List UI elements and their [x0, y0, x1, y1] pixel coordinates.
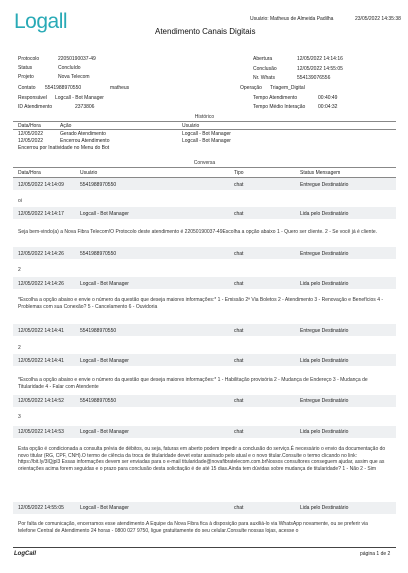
tempo-medio-value: 00:04:32	[318, 104, 338, 110]
operacao-value: Triagem_Digital	[270, 85, 305, 91]
id-atendimento-value: 2373806	[75, 104, 95, 110]
historico-header-acao: Ação	[60, 123, 72, 129]
message-datetime: 12/05/2022 14:14:41	[18, 328, 64, 334]
contato-phone: 5541988970550	[45, 85, 82, 91]
message-text: *Escolha a opção abaixo e envie o número da questão que deseja maiores informações:* 1 - Emissão 2ª Via Boletos 2 - Atendimento 3 - Renovação e Benefícios 4 - Problemas com sua Conexão? 5 - Cancelamento 6 - Ouvidoria	[18, 297, 384, 310]
conversa-title: Conversa	[193, 160, 216, 166]
message-status: Entregue Destinatário	[300, 251, 349, 257]
message-type: chat	[234, 281, 244, 287]
nr-whats-label: Nr. Whats	[253, 75, 275, 81]
message-type: chat	[234, 429, 244, 435]
conversa-header-usuario: Usuário	[80, 170, 98, 176]
historico-row-datetime: 12/05/2022	[18, 138, 44, 144]
message-type: chat	[234, 182, 244, 188]
historico-header-usuario: Usuário	[182, 123, 200, 129]
message-type: chat	[234, 398, 244, 404]
message-text: 2	[18, 345, 21, 351]
conclusao-label: Conclusão	[253, 66, 277, 72]
conversa-header-tipo: Tipo	[234, 170, 244, 176]
message-user: Logcall - Bot Manager	[80, 281, 129, 287]
conversa-header-datetime: Data/Hora	[18, 170, 41, 176]
protocolo-value: 22050190037-49	[58, 56, 96, 62]
footer-divider	[13, 547, 396, 548]
print-datetime: 23/05/2022 14:35:38	[355, 16, 401, 22]
message-datetime: 12/05/2022 14:14:41	[18, 358, 64, 364]
message-datetime: 12/05/2022 14:14:52	[18, 398, 64, 404]
message-status: Entregue Destinatário	[300, 398, 349, 404]
message-text: *Escolha a opção abaixo e envie o número da questão que deseja maiores informações:* 1 - Habilitação provisória 2 - Mudança de Endereço 3 - Mudança de Titularidade 4 - Falar com Atendente	[18, 377, 368, 390]
message-user: 5541988970550	[80, 251, 117, 257]
divider	[13, 129, 396, 130]
message-text: 2	[18, 267, 21, 273]
message-type: chat	[234, 505, 244, 511]
footer-brand: LogCall	[14, 551, 36, 557]
message-status: Entregue Destinatário	[300, 328, 349, 334]
message-status: Lida pelo Destinatário	[300, 429, 349, 435]
message-user: Logcall - Bot Manager	[80, 358, 129, 364]
operacao-label: Operação	[240, 85, 262, 91]
responsavel-label: Responsável	[18, 95, 47, 101]
responsavel-value: Logcall - Bot Manager	[55, 95, 104, 101]
projeto-value: Nova Telecom	[58, 74, 90, 80]
message-status: Lida pelo Destinatário	[300, 281, 349, 287]
user-line: Usuário: Matheus de Almeida Padilha	[250, 16, 334, 22]
message-user: Logcall - Bot Manager	[80, 429, 129, 435]
status-value: Concluído	[58, 65, 81, 71]
message-datetime: 12/05/2022 14:14:26	[18, 281, 64, 287]
tempo-medio-label: Tempo Médio Interação	[253, 104, 306, 110]
message-user: Logcall - Bot Manager	[80, 505, 129, 511]
contato-name: matheus	[110, 85, 130, 91]
historico-row-datetime: 12/05/2022	[18, 131, 44, 137]
historico-header-datetime: Data/Hora	[18, 123, 41, 129]
message-text: oi	[18, 198, 22, 204]
message-type: chat	[234, 211, 244, 217]
message-text: 3	[18, 414, 21, 420]
status-label: Status	[18, 65, 33, 71]
message-datetime: 12/05/2022 14:14:26	[18, 251, 64, 257]
historico-row-usuario: Logcall - Bot Manager	[182, 131, 231, 137]
nr-whats-value: 554139076556	[297, 75, 331, 81]
message-status: Entregue Destinatário	[300, 182, 349, 188]
historico-row-usuario: Logcall - Bot Manager	[182, 138, 231, 144]
tempo-atendimento-value: 00:40:49	[318, 95, 338, 101]
message-text: Por falta de comunicação, encerramos esse atendimento.A Equipe da Nova Fibra fica à disposição para auxiliá-lo via WhatsApp novamente, ou se preferir via telefone Central de Atendimento 24 horas - 0800 027 9750, ligue gratuitamente do seu celular.Consulte nossas lojas, acesse o	[18, 521, 368, 534]
message-type: chat	[234, 358, 244, 364]
message-datetime: 12/05/2022 14:14:17	[18, 211, 64, 217]
historico-title: Histórico	[194, 114, 215, 120]
message-type: chat	[234, 328, 244, 334]
conversa-header-status: Status Mensagem	[300, 170, 341, 176]
message-user: 5541988970550	[80, 182, 117, 188]
message-user: 5541988970550	[80, 398, 117, 404]
historico-row-acao: Encerrou Atendimento	[60, 138, 110, 144]
message-user: 5541988970550	[80, 328, 117, 334]
message-datetime: 12/05/2022 14:14:53	[18, 429, 64, 435]
abertura-value: 12/05/2022 14:14:16	[297, 56, 343, 62]
protocolo-label: Protocolo	[18, 56, 40, 62]
conclusao-value: 12/05/2022 14:55:05	[297, 66, 343, 72]
page-number: página 1 de 2	[360, 551, 391, 557]
message-text: Seja bem-vindo(a) a Nova Fibra Telecom!O Protocolo deste atendimento é 22050190037-49Escolha a opção abaixo 1 - Quero ser cliente. 2 - Se você já é cliente.	[18, 229, 378, 235]
abertura-label: Abertura	[253, 56, 273, 62]
historico-row-acao: Gerado Atendimento	[60, 131, 106, 137]
message-status: Lida pelo Destinatário	[300, 211, 349, 217]
message-user: Logcall - Bot Manager	[80, 211, 129, 217]
logo: Logall	[14, 10, 68, 33]
message-type: chat	[234, 251, 244, 257]
message-text: Esta opção é condicionada a consulta prévia de débitos, ou seja, faturas em aberto podem impedir a conclusão do serviço.É necessário o envio da documentação do novo titular (RG, CPF, CNH).O termo de ciência da troca de titularidade devet estar assinado pelo atual e o novo titular.Consulte o termo clicando no link: https://bit.ly/3lQjpl3 Essas informações devem ser enviadas para o e-mail titularidade@novafibratelecom.com.brNossos consultores conseguem ajudar, assim que as orientações acima forem seguidas e o prazo para conclusão desta solicitação é de até 15 dias.Ainda tem dúvidas sobre mudança de titularidade? 1 - Não 2 - Sim	[18, 446, 386, 472]
message-status: Lida pelo Destinatário	[300, 358, 349, 364]
projeto-label: Projeto	[18, 74, 34, 80]
id-atendimento-label: ID Atendimento	[18, 104, 53, 110]
message-datetime: 12/05/2022 14:14:09	[18, 182, 64, 188]
tempo-atendimento-label: Tempo Atendimento	[253, 95, 298, 101]
historico-note: Encerrou por Inatividade no Menu do Bot	[18, 145, 110, 151]
contato-label: Contato	[18, 85, 36, 91]
message-datetime: 12/05/2022 14:55:05	[18, 505, 64, 511]
message-status: Lida pelo Destinatário	[300, 505, 349, 511]
page-title: Atendimento Canais Digitais	[155, 27, 256, 36]
divider	[13, 167, 396, 168]
divider	[13, 121, 396, 122]
